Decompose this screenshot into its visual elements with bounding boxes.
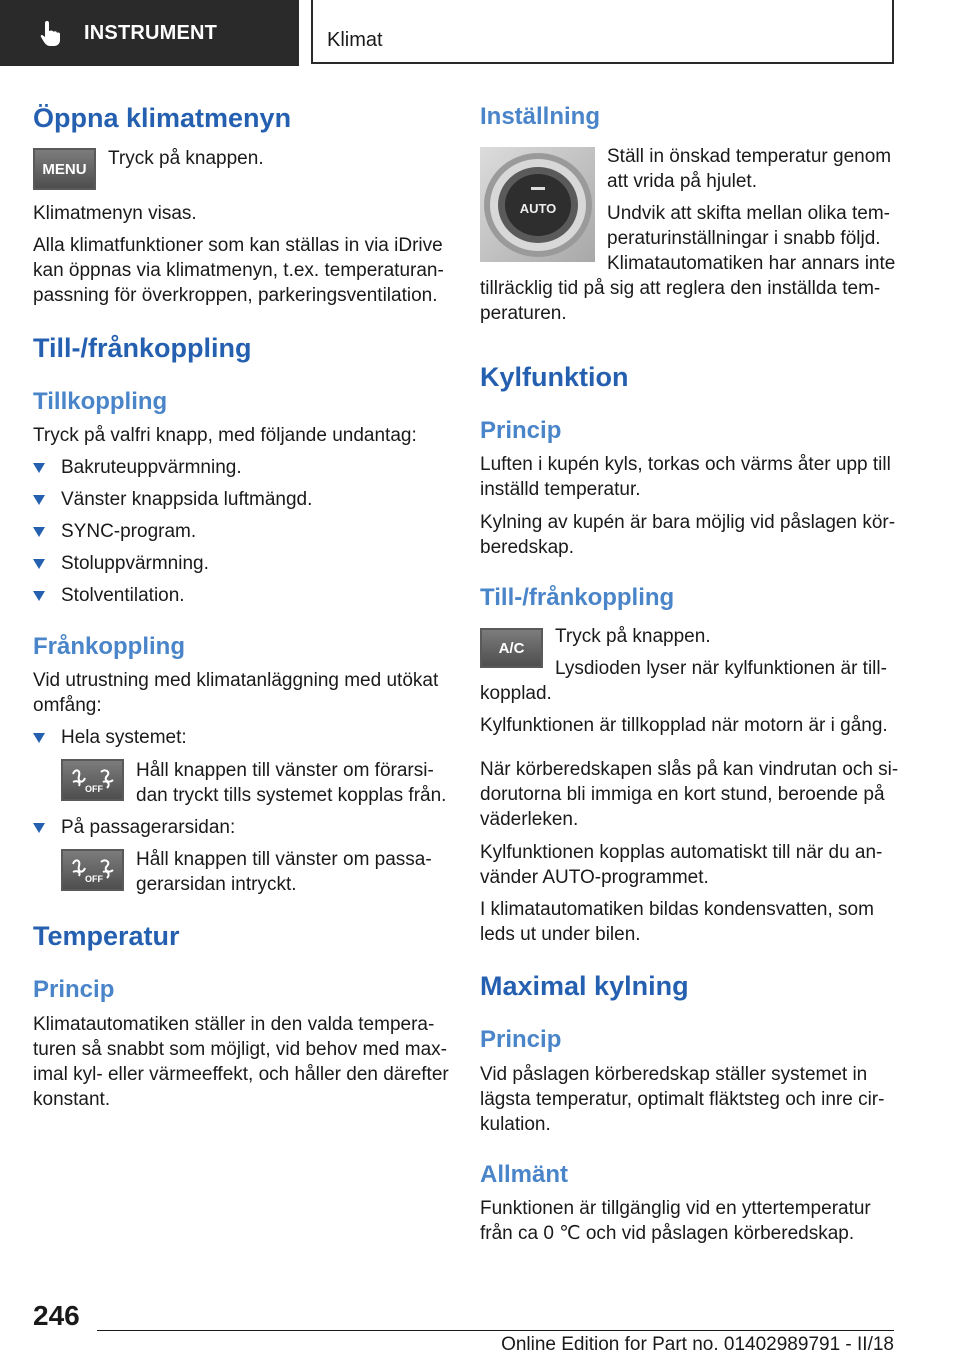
heading-cooling: Kylfunktion [480, 362, 629, 392]
heading-principle: Princip [480, 1026, 562, 1053]
fan-off-button-image [61, 759, 124, 801]
paragraph-avoid-switching: Undvik att skifta mellan olika tem- peraturinställningar i snabb följd. Klimatautomatiken har annars inte [607, 203, 896, 274]
paragraph-all-functions: Alla klimatfunktioner som kan ställas in via iDrive kan öppnas via klimatmenyn, t.ex. temperaturan- passning för överkroppen, parkeringsventilation. [33, 235, 444, 306]
paragraph-ac-led: Lysdioden lyser när kylfunktionen är till- [555, 658, 887, 679]
menu-button-label: MENU [42, 160, 87, 178]
paragraph-auto-program: Kylfunktionen kopplas automatiskt till när du an- vänder AUTO-programmet. [480, 842, 883, 888]
paragraph-max-principle: Vid påslagen körberedskap ställer systemet in lägsta temperatur, optimalt fläktsteg och inre cir- kulation. [480, 1064, 885, 1135]
svg-text:OFF: OFF [84, 784, 103, 794]
footer-divider [97, 1330, 894, 1331]
fan-off-icon [65, 852, 121, 888]
paragraph-condensate: I klimatautomatiken bildas kondensvatten, som leds ut under bilen. [480, 899, 874, 945]
chapter-title: Klimat [327, 29, 383, 51]
temperature-dial-image [480, 147, 595, 262]
paragraph-whole-system: Håll knappen till vänster om förarsi- dan tryckt tills systemet kopplas från. [136, 760, 447, 806]
heading-general: Allmänt [480, 1161, 569, 1188]
footer-edition: Online Edition for Part no. 01402989791 - II/18 [501, 1334, 894, 1355]
heading-open-menu: Öppna klimatmenyn [33, 103, 292, 133]
svg-text:AUTO: AUTO [519, 201, 557, 216]
bullet-triangle-icon [33, 527, 45, 537]
heading-max-cooling: Maximal kylning [480, 971, 689, 1001]
fan-off-icon [65, 762, 121, 798]
paragraph-switch-on: Tryck på valfri knapp, med följande undantag: [33, 425, 417, 446]
paragraph-ac-engine: Kylfunktionen är tillkopplad när motorn är i gång. [480, 715, 888, 736]
svg-text:OFF: OFF [84, 874, 103, 884]
paragraph-windshield: När körberedskapen slås på kan vindrutan och si- dorutorna bli immiga en kort stund, beroende på väderleken. [480, 759, 899, 830]
ac-button-image [480, 628, 543, 668]
paragraph-ac-led-cont: kopplad. [480, 683, 552, 704]
instruction-press-ac: Tryck på knappen. [555, 626, 711, 647]
heading-onoff-ac: Till-/frånkoppling [480, 584, 675, 611]
dial-icon [480, 147, 595, 262]
section-title: INSTRUMENT [84, 21, 218, 44]
bullet-triangle-icon [33, 559, 45, 569]
heading-setting: Inställning [480, 103, 600, 130]
heading-principle: Princip [480, 417, 562, 444]
heading-principle: Princip [33, 976, 115, 1003]
header-chapter-tab [311, 0, 894, 64]
bullet-triangle-icon [33, 495, 45, 505]
instruction-press-button: Tryck på knappen. [108, 148, 264, 169]
paragraph-avoid-switching-cont: tillräcklig tid på sig att reglera den inställda tem- peraturen. [480, 278, 881, 324]
paragraph-temp-principle: Klimatautomatiken ställer in den valda tempera- turen så snabbt som möjligt, vid behov med max- imal kyl- eller värmeeffekt, och håller den därefter konstant. [33, 1014, 449, 1110]
bullet-triangle-icon [33, 591, 45, 601]
ac-button-label: A/C [498, 639, 525, 657]
header-section-tab [0, 0, 299, 66]
paragraph-general: Funktionen är tillgänglig vid en yttertemperatur från ca 0 ℃ och vid påslagen körberedskap. [480, 1198, 871, 1244]
bullet-triangle-icon [33, 733, 45, 743]
paragraph-setting: Ställ in önskad temperatur genom att vrida på hjulet. [607, 146, 892, 192]
fan-off-button-image [61, 849, 124, 891]
paragraph-passenger: Håll knappen till vänster om passa- gerarsidan intryckt. [136, 849, 432, 895]
paragraph-cooling-principle: Luften i kupén kyls, torkas och värms åter upp till inställd temperatur. [480, 454, 891, 500]
paragraph-switch-off: Vid utrustning med klimatanläggning med utökat omfång: [33, 670, 439, 716]
heading-switch-off: Frånkoppling [33, 633, 185, 660]
hand-pointer-icon [36, 18, 66, 48]
heading-switch-on: Tillkoppling [33, 388, 168, 415]
page-number: 246 [33, 1300, 80, 1331]
paragraph-menu-shown: Klimatmenyn visas. [33, 203, 197, 224]
bullet-triangle-icon [33, 463, 45, 473]
paragraph-cooling-possible: Kylning av kupén är bara möjlig vid påslagen kör- beredskap. [480, 512, 896, 558]
bullet-triangle-icon [33, 823, 45, 833]
heading-temperature: Temperatur [33, 921, 180, 951]
heading-onoff: Till-/frånkoppling [33, 333, 252, 363]
menu-button-image [33, 148, 96, 190]
